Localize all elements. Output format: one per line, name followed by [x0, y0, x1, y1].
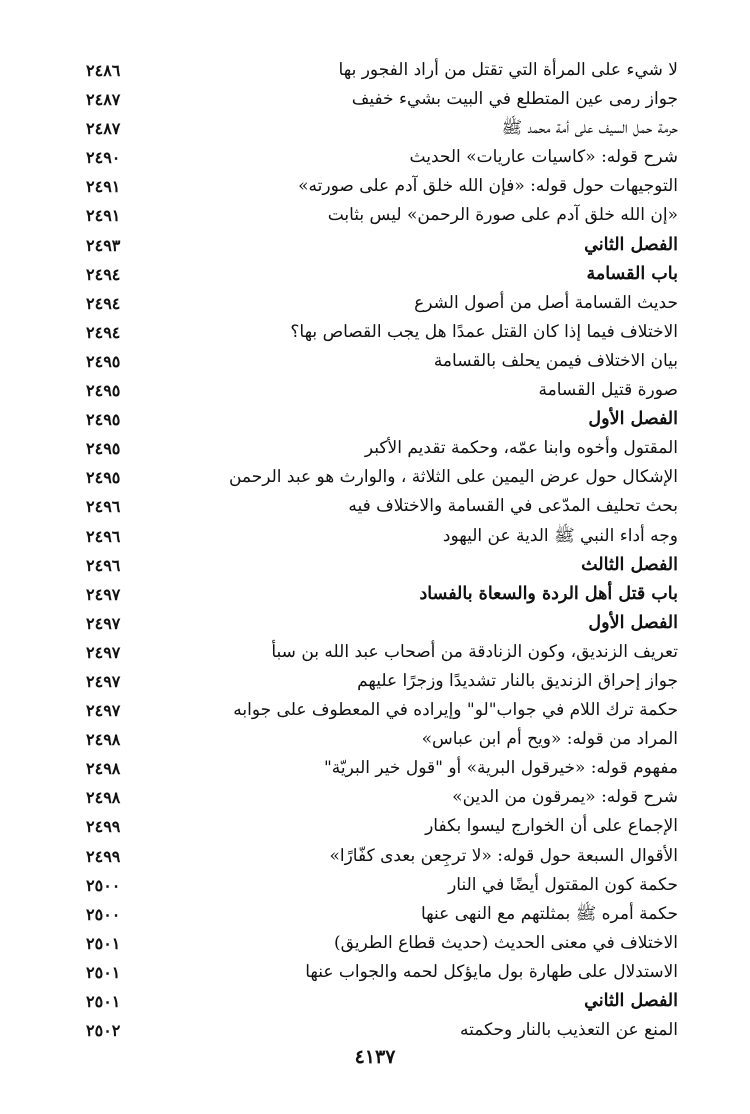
toc-entry-title: المراد من قوله: «ويح أم ابن عباس»	[421, 729, 678, 750]
toc-entry-title: الاستدلال على طهارة بول مايؤكل لحمه والجواب عنها	[305, 961, 678, 982]
toc-section-heading	[0, 551, 750, 580]
toc-entry-title: الأقوال السبعة حول قوله: «لا ترجِعن بعدى كفّارًا»	[329, 845, 678, 866]
toc-entry-page: ٢٤٩٧	[86, 613, 121, 633]
toc-entry-page: ٢٤٩٥	[86, 351, 121, 371]
toc-section-heading	[0, 580, 750, 609]
toc-entry	[0, 434, 750, 463]
toc-entry	[0, 318, 750, 347]
toc-entry-title: الفصل الثاني	[584, 234, 678, 255]
toc-entry-title: بيان الاختلاف فيمن يحلف بالقسامة	[433, 350, 678, 371]
toc-entry-title: الفصل الأول	[588, 409, 678, 430]
toc-entry-page: ٢٥٠٢	[86, 1021, 121, 1041]
toc-entry-title: الإجماع على أن الخوارج ليسوا بكفار	[425, 816, 678, 837]
toc-entry	[0, 376, 750, 405]
toc-entry	[0, 929, 750, 958]
toc-entry-page: ٢٤٨٧	[86, 119, 121, 139]
toc-entry-page: ٢٤٩١	[86, 177, 121, 197]
toc-entry	[0, 56, 750, 85]
toc-entry	[0, 201, 750, 230]
toc-entry-title: باب قتل أهل الردة والسعاة بالفساد	[419, 583, 678, 604]
toc-entry	[0, 754, 750, 783]
toc-entry	[0, 812, 750, 841]
toc-entry-title: الفصل الثالث	[581, 554, 678, 575]
toc-entry	[0, 842, 750, 871]
toc-entry	[0, 783, 750, 812]
toc-entry-page: ٢٤٩٧	[86, 642, 121, 662]
toc-entry-title: لا شيء على المرأة التي تقتل من أراد الفجور بها	[338, 60, 678, 80]
toc-entry	[0, 289, 750, 318]
toc-entry-page: ٢٤٩٤	[86, 322, 121, 342]
toc-entry-title: حرمة حمل السيف على أمة محمد ﷺ	[501, 118, 678, 139]
toc-entry-page: ٢٤٩٧	[86, 701, 121, 721]
toc-entry-page: ٢٤٩٦	[86, 497, 121, 517]
toc-entry	[0, 1016, 750, 1045]
toc-entry-page: ٢٤٩٠	[86, 148, 121, 168]
toc-entry-title: الاختلاف في معنى الحديث (حديث قطاع الطريق)	[333, 932, 678, 953]
page-number: ٤١٣٧	[354, 1046, 396, 1068]
toc-entry-page: ٢٤٩٦	[86, 526, 121, 546]
table-of-contents	[0, 56, 750, 1045]
toc-entry-page: ٢٤٨٦	[86, 61, 121, 80]
toc-entry-page: ٢٤٩٣	[86, 235, 121, 255]
toc-entry-title: حديث القسامة أصل من أصول الشرع	[414, 292, 678, 313]
toc-entry-title: المقتول وأخوه وابنا عمّه، وحكمة تقديم الأكبر	[364, 438, 678, 459]
toc-entry-title: صورة قتيل القسامة	[538, 380, 678, 401]
toc-entry-title: بحث تحليف المدّعى في القسامة والاختلاف فيه	[348, 496, 678, 517]
toc-entry-page: ٢٤٩٨	[86, 788, 121, 808]
toc-entry-page: ٢٤٩٤	[86, 264, 121, 284]
toc-entry-page: ٢٤٩٤	[86, 293, 121, 313]
toc-entry-page: ٢٤٩٥	[86, 439, 121, 459]
toc-entry-page: ٢٤٩١	[86, 206, 121, 226]
toc-entry-page: ٢٤٩٨	[86, 730, 121, 750]
toc-entry-title: جواز إحراق الزنديق بالنار تشديدًا وزجرًا عليهم	[357, 670, 678, 691]
toc-entry-page: ٢٥٠١	[86, 992, 121, 1011]
toc-entry-page: ٢٥٠١	[86, 933, 121, 953]
toc-section-heading	[0, 987, 750, 1016]
toc-entry-page: ٢٤٩٦	[86, 555, 121, 575]
toc-entry	[0, 522, 750, 551]
toc-entry-page: ٢٤٩٥	[86, 468, 121, 488]
toc-entry-page: ٢٤٩٩	[86, 817, 121, 837]
toc-entry-page: ٢٤٩٥	[86, 410, 121, 430]
toc-section-heading	[0, 405, 750, 434]
toc-entry-title: «إن الله خلق آدم على صورة الرحمن» ليس بثابت	[327, 205, 678, 226]
toc-entry	[0, 900, 750, 929]
toc-entry-page: ٢٤٩٩	[86, 846, 121, 866]
toc-entry	[0, 347, 750, 376]
toc-entry-page: ٢٤٩٧	[86, 584, 121, 604]
toc-entry	[0, 725, 750, 754]
toc-entry-page: ٢٤٩٥	[86, 381, 121, 401]
toc-entry	[0, 114, 750, 143]
toc-entry	[0, 696, 750, 725]
toc-entry	[0, 172, 750, 201]
toc-entry-title: الإشكال حول عرض اليمين على الثلاثة ، والوارث هو عبد الرحمن	[228, 467, 678, 488]
toc-entry	[0, 638, 750, 667]
toc-entry-page: ٢٤٩٧	[86, 671, 121, 691]
toc-entry-title: مفهوم قوله: «خيرقول البرية» أو "قول خير البريّة"	[323, 758, 678, 779]
toc-entry-title: وجه أداء النبي ﷺ الدية عن اليهود	[442, 525, 678, 546]
toc-entry-title: المنع عن التعذيب بالنار وحكمته	[460, 1020, 678, 1041]
toc-entry-page: ٢٤٨٧	[86, 90, 121, 110]
toc-entry-title: حكمة أمره ﷺ بمثلتهم مع النهى عنها	[421, 903, 678, 924]
toc-entry	[0, 463, 750, 492]
toc-entry-title: التوجيهات حول قوله: «فإن الله خلق آدم على صورته»	[298, 176, 678, 197]
toc-entry-title: باب القسامة	[586, 263, 678, 284]
toc-section-heading	[0, 260, 750, 289]
toc-entry-title: الفصل الثاني	[584, 991, 678, 1011]
toc-entry-title: الفصل الأول	[588, 612, 678, 633]
toc-entry-title: حكمة ترك اللام في جواب"لو" وإيراده في المعطوف على جوابه	[233, 700, 678, 721]
toc-entry-title: شرح قوله: «يمرقون من الدين»	[452, 787, 678, 808]
toc-entry-title: شرح قوله: «كاسيات عاريات» الحديث	[409, 147, 678, 168]
toc-entry	[0, 492, 750, 521]
toc-entry	[0, 871, 750, 900]
toc-entry	[0, 958, 750, 987]
toc-section-heading	[0, 231, 750, 260]
toc-entry-title: حكمة كون المقتول أيضًا في النار	[448, 874, 678, 895]
toc-entry	[0, 667, 750, 696]
toc-section-heading	[0, 609, 750, 638]
toc-entry-title: الاختلاف فيما إذا كان القتل عمدًا هل يجب القصاص بها؟	[290, 321, 678, 342]
toc-entry	[0, 85, 750, 114]
toc-entry-title: جواز رمى عين المتطلع في البيت بشيء خفيف	[351, 89, 678, 110]
toc-entry-title: تعريف الزنديق، وكون الزنادقة من أصحاب عبد الله بن سبأ	[271, 641, 678, 662]
toc-entry-page: ٢٥٠٠	[86, 904, 121, 924]
toc-entry-page: ٢٥٠١	[86, 962, 121, 982]
toc-entry	[0, 143, 750, 172]
toc-entry-page: ٢٥٠٠	[86, 875, 121, 895]
toc-entry-page: ٢٤٩٨	[86, 759, 121, 779]
